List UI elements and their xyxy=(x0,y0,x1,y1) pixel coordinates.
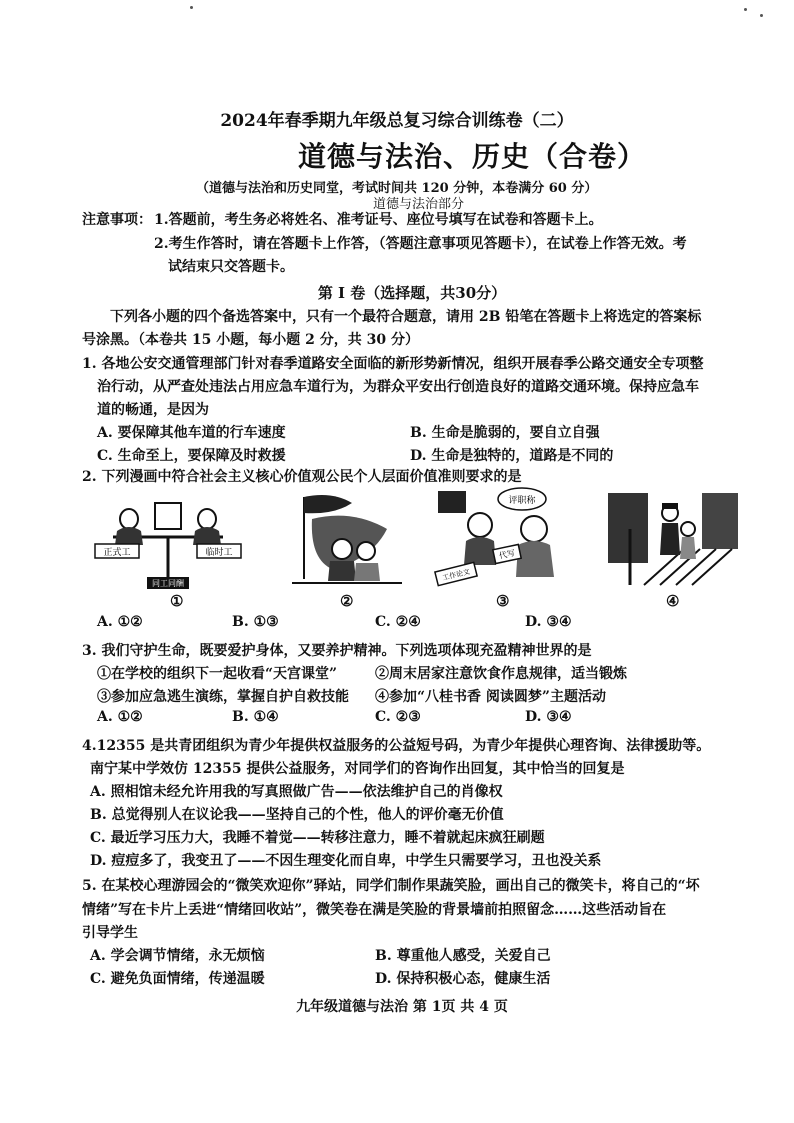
cartoon-1-base-label: 同工同酬 xyxy=(152,579,184,588)
cartoon-3-paper: 代写 xyxy=(498,548,516,561)
exam-info: （道德与法治和历史同堂，考试时间共 120 分钟，本卷满分 60 分） xyxy=(196,181,598,196)
q3-option-a: A. ①② xyxy=(97,709,143,725)
q5-line3: 引导学生 xyxy=(82,925,138,941)
q3-statement-1: ①在学校的组织下一起收看“天宫课堂” xyxy=(97,666,338,682)
notice-item-2b: 试结束只交答题卡。 xyxy=(168,259,294,275)
q3-option-d: D. ③④ xyxy=(525,709,572,725)
q3-option-c: C. ②③ xyxy=(375,709,421,725)
q2-option-a: A. ①② xyxy=(97,614,143,630)
part1-intro-a: 下列各小题的四个备选答案中，只有一个最符合题意，请用 2B 铅笔在答题卡上将选定的答案标 xyxy=(110,309,702,325)
q2-stem: 2. 下列漫画中符合社会主义核心价值观公民个人层面价值准则要求的是 xyxy=(82,469,522,485)
cartoon-1-equal-pay xyxy=(93,489,243,589)
exam-title: 2024年春季期九年级总复习综合训练卷（二） xyxy=(220,111,574,131)
cartoon-3-label: ③ xyxy=(496,592,510,610)
q1-option-a: A. 要保障其他车道的行车速度 xyxy=(97,425,286,441)
q3-statement-3: ③参加应急逃生演练，掌握自护自救技能 xyxy=(97,689,349,705)
q5-option-a: A. 学会调节情绪，永无烦恼 xyxy=(90,948,265,964)
q2-option-d: D. ③④ xyxy=(525,614,572,630)
q1-option-d: D. 生命是独特的，道路是不同的 xyxy=(410,448,614,464)
part1-intro-b: 号涂黑。（本卷共 15 小题，每小题 2 分，共 30 分） xyxy=(82,332,419,348)
q2-option-c: C. ②④ xyxy=(375,614,421,630)
q4-line2: 南宁某中学效仿 12355 提供公益服务，对同学们的咨询作出回复，其中恰当的回复是 xyxy=(90,761,625,777)
cartoon-4-crossing xyxy=(604,489,744,589)
q5-option-c: C. 避免负面情绪，传递温暖 xyxy=(90,971,265,987)
page-footer: 九年级道德与法治 第 1页 共 4 页 xyxy=(296,999,508,1015)
q1-option-b: B. 生命是脆弱的，要自立自强 xyxy=(410,425,600,441)
q4-option-b: B. 总觉得别人在议论我——坚持自己的个性，他人的评价毫无价值 xyxy=(90,807,504,823)
q5-line1: 5. 在某校心理游园会的“微笑欢迎你”驿站，同学们制作果蔬笑脸，画出自己的微笑卡，将自己的“坏 xyxy=(82,878,700,894)
q3-option-b: B. ①④ xyxy=(232,709,279,725)
q3-statement-4: ④参加“八桂书香 阅读圆梦”主题活动 xyxy=(375,689,606,705)
q3-stem: 3. 我们守护生命，既要爱护身体，又要养护精神。下列选项体现充盈精神世界的是 xyxy=(82,643,592,659)
q1-line2: 治行动，从严查处违法占用应急车道行为，为群众平安出行创造良好的道路交通环境。保持应急车 xyxy=(97,379,699,395)
q1-line3: 道的畅通，是因为 xyxy=(97,402,209,418)
notice-item-1: 1.答题前，考生务必将姓名、准考证号、座位号填写在试卷和答题卡上。 xyxy=(154,212,603,228)
notice-item-2a: 2.考生作答时，请在答题卡上作答，（答题注意事项见答题卡），在试卷上作答无效。考 xyxy=(154,236,687,252)
q5-option-d: D. 保持积极心态，健康生活 xyxy=(375,971,551,987)
exam-subtitle: 道德与法治、历史（合卷） xyxy=(297,140,646,173)
q1-option-c: C. 生命至上，要保障及时救援 xyxy=(97,448,286,464)
q3-statement-2: ②周末居家注意饮食作息规律，适当锻炼 xyxy=(375,666,627,682)
q4-option-a: A. 照相馆未经允许用我的写真照做广告——依法维护自己的肖像权 xyxy=(90,784,503,800)
scan-speck xyxy=(760,14,763,17)
cartoon-2-planting xyxy=(292,489,402,589)
q2-option-b: B. ①③ xyxy=(232,614,279,630)
q5-line2: 情绪”写在卡片上丢进“情绪回收站”，微笑卷在满是笑脸的背景墙前拍照留念……这些活动旨在 xyxy=(82,902,667,918)
q4-option-d: D. 痘痘多了，我变丑了——不因生理变化而自卑，中学生只需要学习，丑也没关系 xyxy=(90,853,602,869)
cartoon-1-tag-right: 临时工 xyxy=(205,548,233,558)
q1-line1: 1. 各地公安交通管理部门针对春季道路安全面临的新形势新情况，组织开展春季公路交通安全专项整 xyxy=(82,356,704,372)
q5-option-b: B. 尊重他人感受，关爱自己 xyxy=(375,948,551,964)
q4-option-c: C. 最近学习压力大，我睡不着觉——转移注意力，睡不着就起床疯狂刷题 xyxy=(90,830,545,846)
cartoon-3-ghostwriting xyxy=(430,485,580,589)
q4-line1: 4.12355 是共青团组织为青少年提供权益服务的公益短号码，为青少年提供心理咨询、法律援助等。 xyxy=(82,738,711,754)
cartoon-1-tag-left: 正式工 xyxy=(103,548,131,558)
scan-speck xyxy=(190,6,193,9)
section-name: 道德与法治部分 xyxy=(373,197,465,212)
cartoon-3-bubble: 评职称 xyxy=(508,496,536,506)
cartoon-1-label: ① xyxy=(170,592,184,610)
cartoon-3-doc: 工作论文 xyxy=(441,567,471,583)
cartoon-4-label: ④ xyxy=(666,592,680,610)
scan-speck xyxy=(744,8,747,11)
part1-heading: 第 I 卷（选择题，共30分） xyxy=(317,284,507,302)
notice-label: 注意事项： xyxy=(82,212,152,228)
cartoon-2-label: ② xyxy=(340,592,354,610)
